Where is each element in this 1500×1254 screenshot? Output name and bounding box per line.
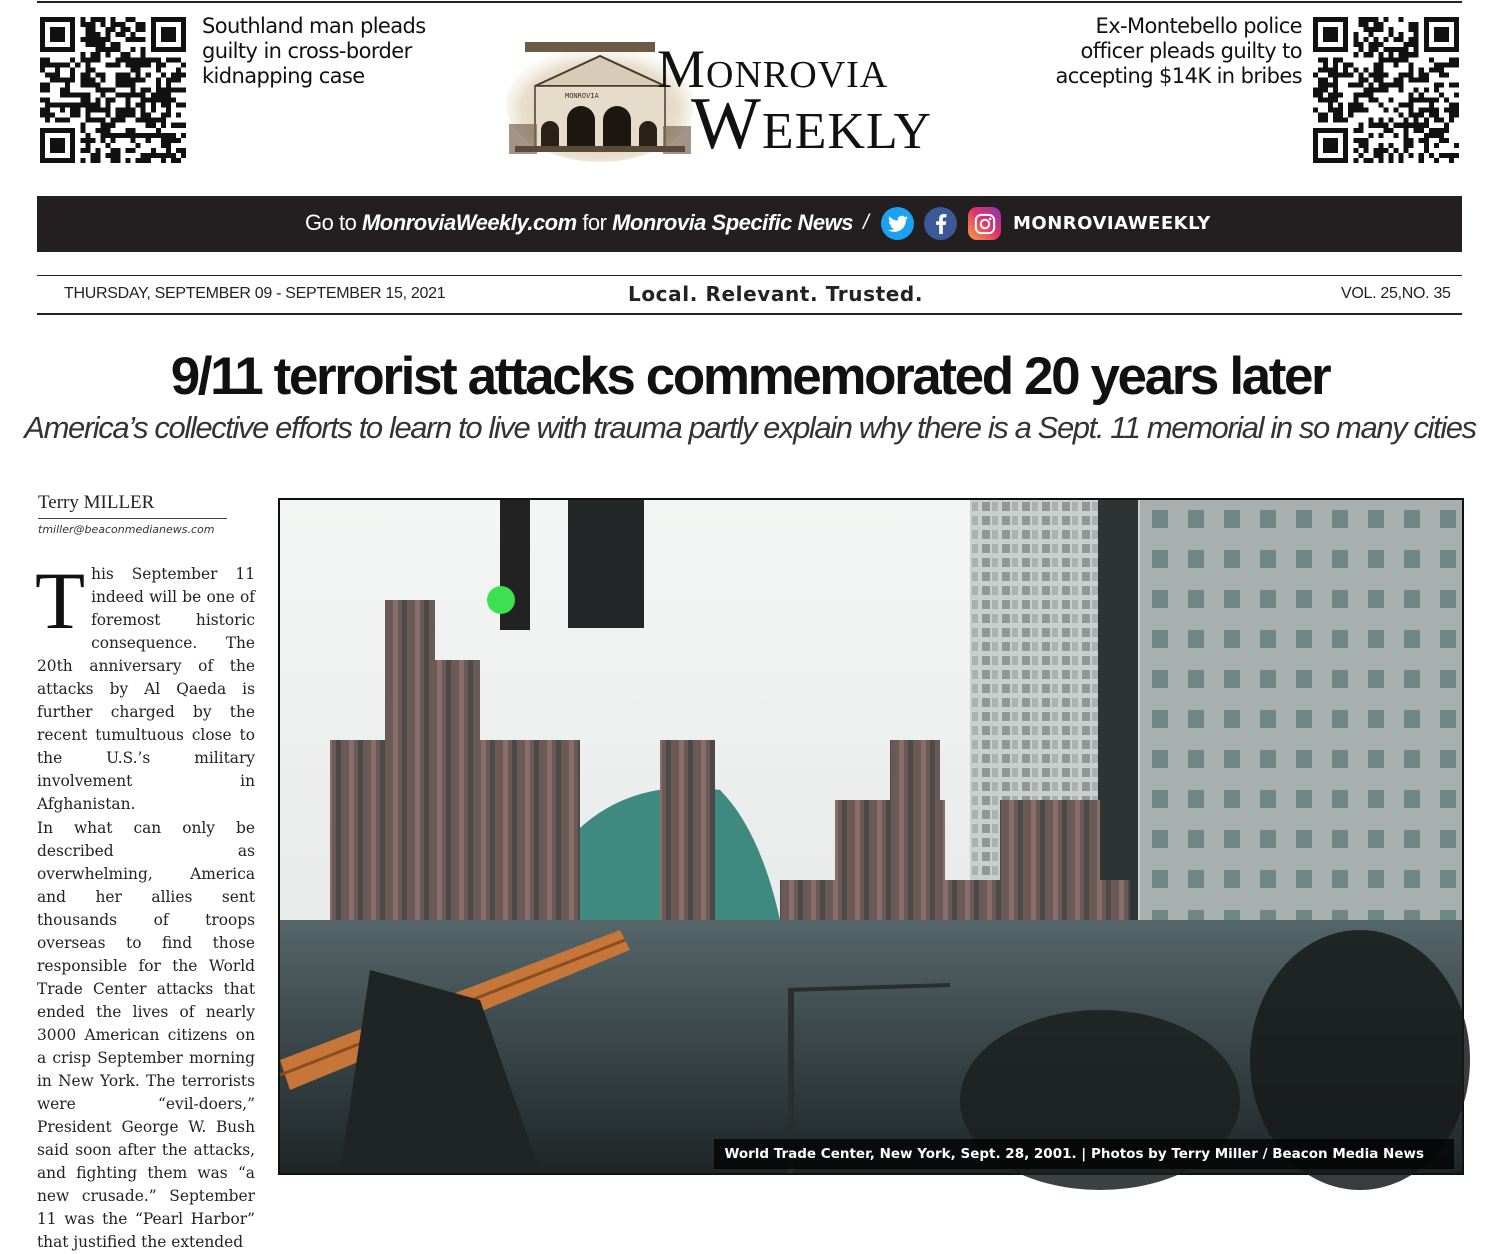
masthead-logo[interactable] bbox=[505, 34, 995, 164]
promo-text[interactable] bbox=[305, 210, 853, 236]
promo-specific-news: Monrovia Specific News bbox=[612, 210, 853, 235]
promo-go-to: Go to bbox=[305, 210, 357, 235]
tagline: Local. Relevant. Trusted. bbox=[628, 282, 924, 306]
drop-cap: T bbox=[35, 555, 86, 646]
issue-date: THURSDAY, SEPTEMBER 09 - SEPTEMBER 15, 2021 bbox=[64, 285, 446, 302]
dateline-rule-top bbox=[37, 275, 1462, 276]
article-body bbox=[35, 555, 255, 1252]
author-email[interactable]: tmiller@beaconmedianews.com bbox=[38, 523, 215, 536]
promo-slash: / bbox=[863, 211, 869, 234]
teaser-left[interactable]: Southland man pleads guilty in cross-border kidnapping case bbox=[202, 14, 426, 88]
social-handle[interactable]: MONROVIAWEEKLY bbox=[1013, 213, 1211, 234]
masthead-line1: Monrovia bbox=[657, 39, 889, 99]
dateline-rule-bottom bbox=[37, 313, 1462, 315]
photo-caption: World Trade Center, New York, Sept. 28, 2001. | Photos by Terry Miller / Beacon Media News bbox=[714, 1139, 1454, 1169]
lead-photo[interactable] bbox=[278, 498, 1464, 1175]
qr-code-right[interactable] bbox=[1313, 17, 1459, 163]
promo-site-link[interactable]: MonroviaWeekly.com bbox=[361, 210, 577, 235]
paragraph-1 bbox=[35, 555, 255, 817]
byline-rule bbox=[38, 518, 227, 519]
promo-bar bbox=[37, 196, 1462, 252]
volume-number: VOL. 25,NO. 35 bbox=[1341, 285, 1451, 302]
paragraph-1-text: his September 11 indeed will be one of foremost historic consequence. The 20th anniversary of the attacks by Al Qaeda is further charged by the recent tumultuous close to the U.S.’s military involvement in Afghanistan. bbox=[37, 565, 255, 814]
author-name: Terry MILLER bbox=[38, 492, 155, 513]
twitter-icon[interactable] bbox=[881, 207, 914, 240]
promo-for: for bbox=[582, 210, 607, 235]
masthead-line2: Weekly bbox=[691, 83, 933, 165]
deck-subheadline: America’s collective efforts to learn to live with trauma partly explain why there is a Sept. 11 memorial in so many cities bbox=[24, 410, 1476, 445]
facebook-icon[interactable] bbox=[924, 207, 957, 240]
headline[interactable]: 9/11 terrorist attacks commemorated 20 years later bbox=[170, 347, 1330, 406]
instagram-icon[interactable] bbox=[968, 207, 1001, 240]
qr-code-left[interactable] bbox=[40, 17, 186, 163]
top-rule bbox=[37, 1, 1462, 3]
teaser-right[interactable]: Ex-Montebello police officer pleads guilty to accepting $14K in bribes bbox=[1055, 14, 1302, 88]
svg-text:MONROVIA: MONROVIA bbox=[565, 92, 599, 100]
paragraph-2: In what can only be described as overwhelming, America and her allies sent thousands of troops overseas to find those responsible for the World Trade Center attacks that ended the lives of nearly 3000 American citizens on a crisp September morning in New York. The terrorists were “evil-doers,” President George W. Bush said soon after the attacks, and fighting them was “a new crusade.” September 11 was the “Pearl Harbor” that justified the extended bbox=[37, 818, 255, 1252]
ground-zero-photo bbox=[280, 500, 1462, 1173]
